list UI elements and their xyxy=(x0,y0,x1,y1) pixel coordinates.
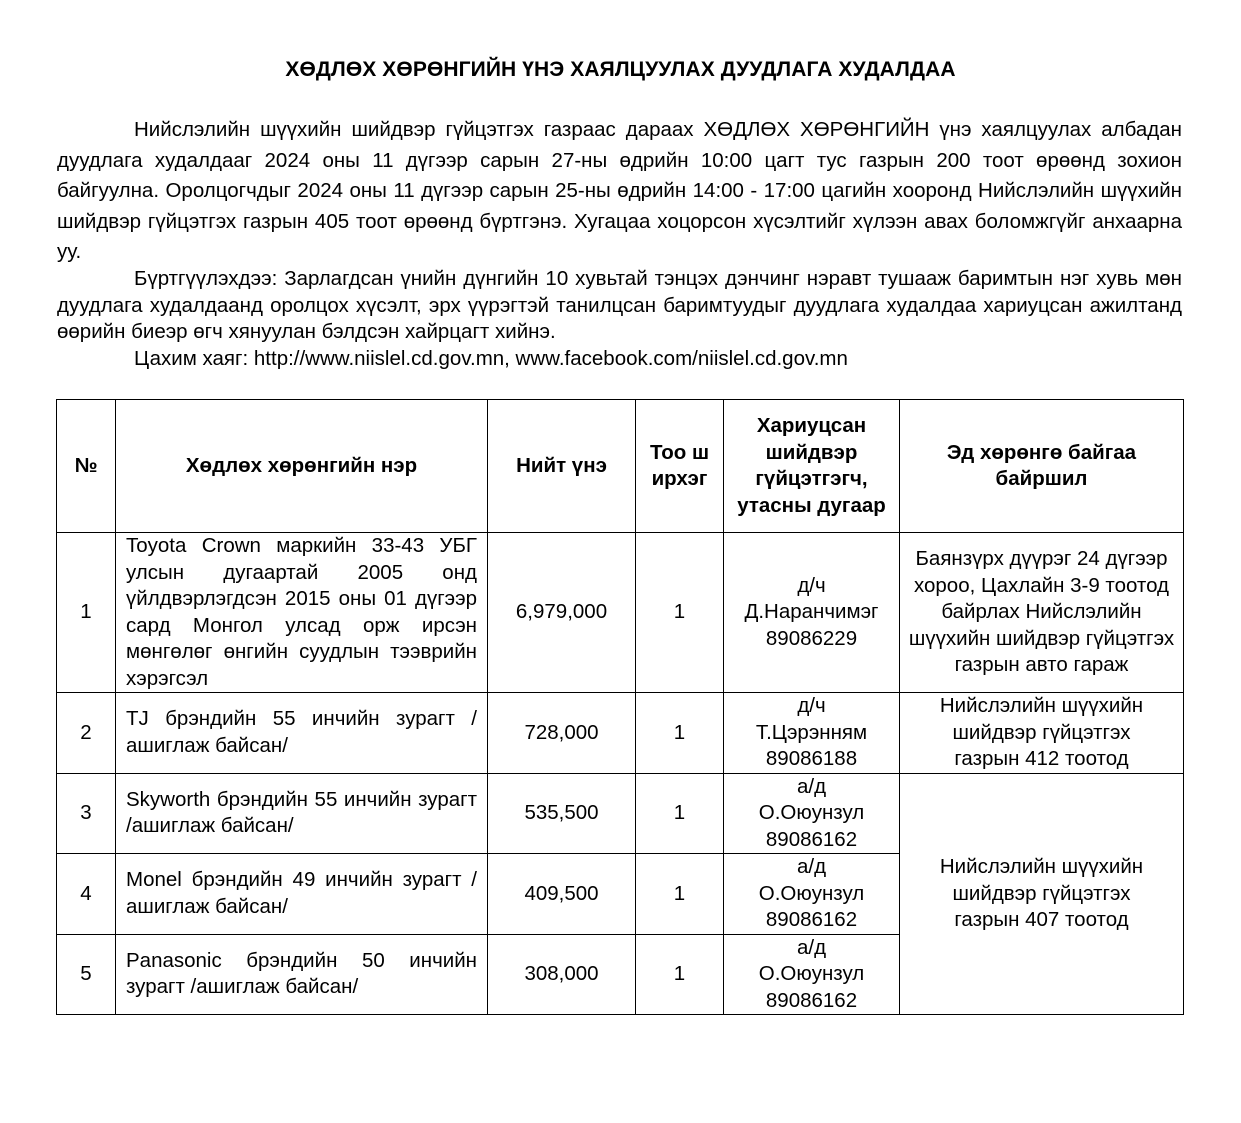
officer-title: а/д xyxy=(796,935,827,959)
header-location-label: Эд хөрөнгө байгаа байршил xyxy=(946,440,1137,490)
header-qty xyxy=(636,400,724,533)
officer-phone: 89086162 xyxy=(765,908,858,931)
officer-title: д/ч xyxy=(797,694,826,717)
assets-table xyxy=(56,399,1184,1015)
announcement-text: Нийслэлийн шүүхийн шийдвэр гүйцэтгэх газраас дараах ХӨДЛӨХ ХӨРӨНГИЙН үнэ хаялцуулах албадан дуудлага худалдааг 2024 оны 11 дүгээр сарын 27-ны өдрийн 10:00 цагт тус газрын 200 тоот өрөөнд зохион байгуулна. Оролцогчдыг 2024 оны 11 дүгээр сарын 25-ны өдрийн 14:00 - 17:00 цагийн хооронд Нийслэлийн шүүхийн шийдвэр гүйцэтгэх газрын 405 тоот өрөөнд бүртгэнэ. Хугацаа хоцорсон хүсэлтийг хүлээн авах боломжгүйг анхаарна уу. xyxy=(57,118,1182,263)
officer-title: а/д xyxy=(796,855,827,878)
row-officer xyxy=(724,773,900,854)
table-row xyxy=(57,773,1184,854)
row-price: 728,000 xyxy=(488,693,636,774)
header-price: Нийт үнэ xyxy=(488,400,636,533)
row-asset-name: Skyworth брэндийн 55 инчийн зурагт /ашиглаж байсан/ xyxy=(116,773,488,854)
row-no: 2 xyxy=(57,693,116,774)
table-row xyxy=(57,693,1184,774)
row-officer xyxy=(724,934,900,1015)
row-location xyxy=(900,693,1184,774)
officer-phone: 89086188 xyxy=(765,747,858,770)
row-location-text: Нийслэлийн шүүхийн шийдвэр гүйцэтгэх газрын 412 тоотод xyxy=(939,694,1144,770)
row-no: 1 xyxy=(57,533,116,693)
officer-name: Д.Наранчимэг xyxy=(744,600,879,624)
table-row xyxy=(57,533,1184,693)
header-location xyxy=(900,400,1184,533)
row-officer xyxy=(724,533,900,693)
officer-name: О.Оюунзул xyxy=(758,962,865,985)
row-qty: 1 xyxy=(636,693,724,774)
row-qty: 1 xyxy=(636,854,724,935)
row-no: 4 xyxy=(57,854,116,935)
row-no: 5 xyxy=(57,934,116,1015)
row-price: 308,000 xyxy=(488,934,636,1015)
row-asset-name: Panasonic брэндийн 50 инчийн зурагт /ашиглаж байсан/ xyxy=(116,934,488,1015)
registration-text: Бүртгүүлэхдээ: Зарлагдсан үнийн дүнгийн 10 хувьтай тэнцэх дэнчинг нэравт тушааж баримтын нэг хувь мөн дуудлага худалдаанд оролцох хүсэлт, эрх үүрэгтэй танилцсан баримтуудыг дуудлага худалдаа хариуцсан ажилтанд өөрийн биеэр өгч хянуулан бэлдсэн хайрцагт хийнэ. xyxy=(57,267,1182,343)
row-asset-name: TJ брэндийн 55 инчийн зурагт /ашиглаж байсан/ xyxy=(116,693,488,774)
row-location-text: Нийслэлийн шүүхийн шийдвэр гүйцэтгэх газрын 407 тоотод xyxy=(939,855,1144,931)
row-officer xyxy=(724,693,900,774)
officer-name: Т.Цэрэнням xyxy=(755,720,868,744)
officer-name: О.Оюунзул xyxy=(758,801,865,824)
row-location: Баянзүрх дүүрэг 24 дүгээр хороо, Цахлайн 3-9 тоотод байрлах Нийслэлийн шүүхийн шийдвэр гүйцэтгэх газрын авто гараж xyxy=(900,533,1184,693)
header-officer: Хариуцсан шийдвэр гүйцэтгэгч, утасны дугаар xyxy=(724,400,900,533)
row-asset-name: Toyota Crown маркийн 33-43 УБГ улсын дугаартай 2005 онд үйлдвэрлэгдсэн 2015 оны 01 дүгээр сард Монгол улсад орж ирсэн мөнгөлөг өнгийн суудлын тээврийн хэрэгсэл xyxy=(116,533,488,693)
page-title: ХӨДЛӨХ ХӨРӨНГИЙН ҮНЭ ХАЯЛЦУУЛАХ ДУУДЛАГА ХУДАЛДАА xyxy=(285,58,956,81)
row-location xyxy=(900,773,1184,1015)
officer-phone: 89086162 xyxy=(765,827,858,851)
officer-phone: 89086162 xyxy=(765,988,858,1012)
row-qty: 1 xyxy=(636,533,724,693)
officer-name: О.Оюунзул xyxy=(758,881,865,905)
row-qty: 1 xyxy=(636,773,724,854)
registration-paragraph xyxy=(57,266,1182,346)
officer-title: д/ч xyxy=(797,573,826,597)
header-name: Хөдлөх хөрөнгийн нэр xyxy=(116,400,488,533)
header-qty-label: Тоо ширхэг xyxy=(649,440,710,490)
row-asset-name: Monel брэндийн 49 инчийн зурагт /ашиглаж байсан/ xyxy=(116,854,488,935)
table-header-row xyxy=(57,400,1184,533)
officer-title: а/д xyxy=(796,774,827,798)
web-address-paragraph xyxy=(57,345,1182,373)
intro-paragraph xyxy=(57,115,1182,268)
row-price: 6,979,000 xyxy=(488,533,636,693)
row-price: 409,500 xyxy=(488,854,636,935)
header-no: № xyxy=(57,400,116,533)
row-no: 3 xyxy=(57,773,116,854)
row-officer xyxy=(724,854,900,935)
officer-phone: 89086229 xyxy=(765,626,858,650)
web-address-text: Цахим хаяг: http://www.niislel.cd.gov.mn, www.facebook.com/niislel.cd.gov.mn xyxy=(134,347,848,370)
row-qty: 1 xyxy=(636,934,724,1015)
row-price: 535,500 xyxy=(488,773,636,854)
